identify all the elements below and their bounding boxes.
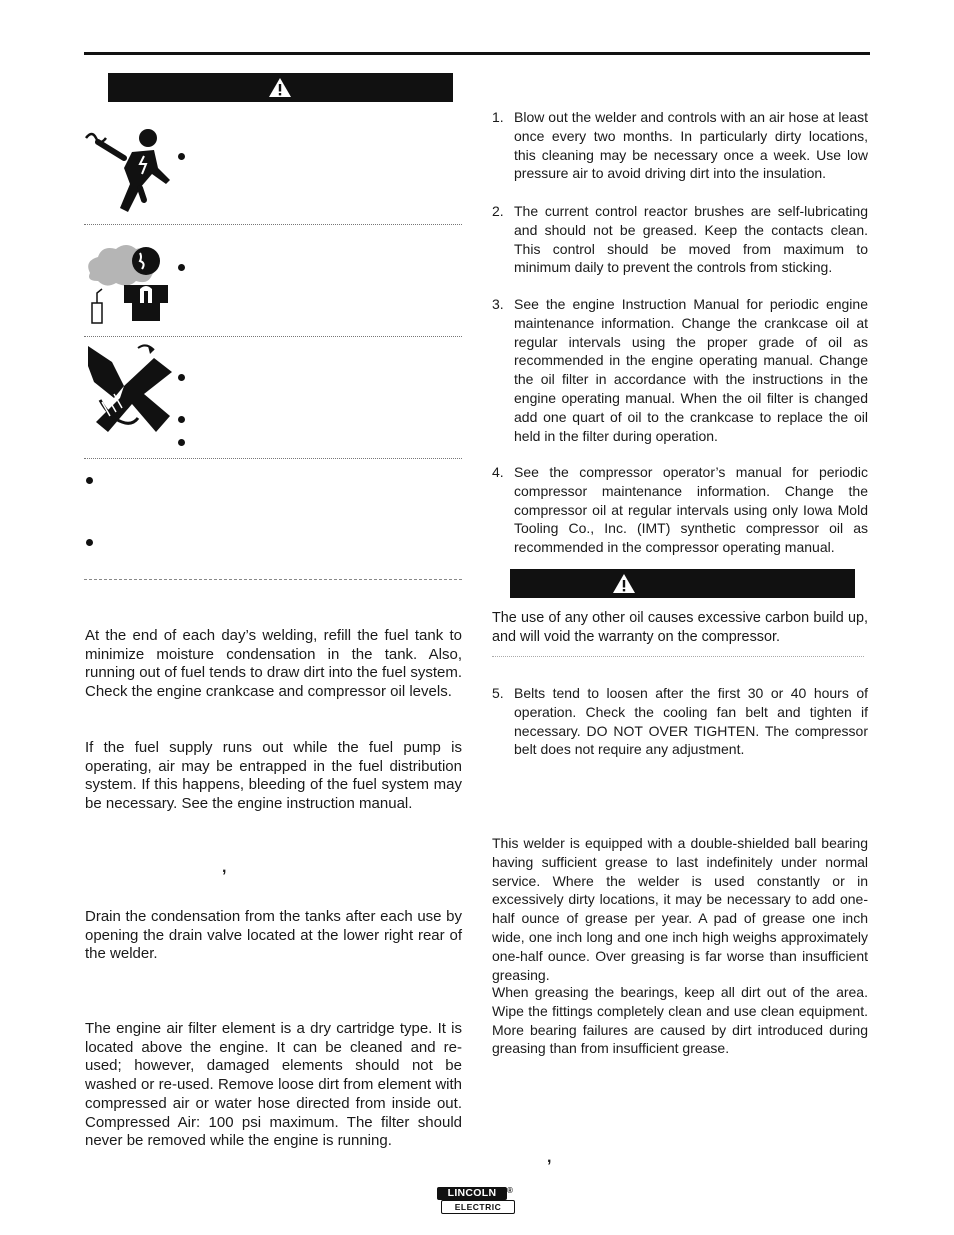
list-item [492, 295, 868, 445]
list-item [492, 108, 868, 183]
list-item-text: Blow out the welder and controls with an air hose at least once every two months. In particularly dirty locations, this cleaning may be necessary once a week. Use low pressure air to avoid driving dirt into the insulation. [514, 109, 868, 182]
warning-triangle-icon [268, 77, 292, 98]
logo-top: LINCOLN [437, 1187, 507, 1200]
bullet [178, 153, 185, 160]
bearing-paragraph: This welder is equipped with a double-shielded ball bearing having sufficient grease to last indefinitely under normal service. Where the welder is used constantly or in excessively dirty locations, it may be necessary to add one-half ounce of grease per year. A pad of grease one inch wide, one inch long and one inch high weighs approximately one-half ounce. Over greasing is far worse than insufficient greasing. [492, 835, 868, 983]
bearing-paragraph: When greasing the bearings, keep all dirt out of the area. Wipe the fittings completely clean and use clean equipment. More bearing failures are caused by dirt introduced during greasing than from insufficient grease. [492, 984, 868, 1057]
fuel-paragraph: At the end of each day’s welding, refill the fuel tank to minimize moisture condensation in the tank. Also, running out of fuel tends to draw dirt into the fuel system. Check the engine crankcase and compressor oil levels. [85, 627, 462, 701]
divider [492, 656, 864, 657]
electric-shock-icon [84, 128, 176, 214]
list-item-number: 1. [492, 109, 504, 125]
list-item-number: 2. [492, 203, 504, 219]
bullet [178, 374, 185, 381]
stray-comma: , [222, 859, 227, 876]
list-item [492, 202, 868, 277]
list-item-text: Belts tend to loosen after the first 30 or 40 hours of operation. Check the cooling fan belt and tighten if necessary. DO NOT OVER TIGHTEN. The compressor belt does not require any adjustment. [514, 685, 868, 758]
top-rule [84, 52, 870, 55]
drain-paragraph: Drain the condensation from the tanks after each use by opening the drain valve located at the lower right rear of the welder. [85, 908, 462, 963]
lincoln-electric-logo [437, 1187, 515, 1215]
divider [84, 336, 462, 337]
fuel-paragraph: If the fuel supply runs out while the fuel pump is operating, air may be entrapped in the fuel distribution system. If this happens, bleeding of the fuel system may be necessary. See the engine instruction manual. [85, 739, 462, 813]
bullet [86, 539, 93, 546]
list-item [492, 684, 868, 759]
caution-text: The use of any other oil causes excessive carbon build up, and will void the warranty on the compressor. [492, 610, 868, 645]
list-item-text: See the engine Instruction Manual for periodic engine maintenance information. Change the crankcase oil at regular intervals using the proper grade of oil as recommended in the engine operating manual. Change the oil filter in accordance with the instructions in the engine operating manual. When the oil filter is changed add one quart of oil to the crankcase to replace the oil held in the filter during operation. [514, 296, 868, 444]
warning-triangle-icon [612, 573, 636, 594]
list-item-number: 3. [492, 296, 504, 312]
logo-reg: ® [507, 1186, 513, 1195]
bullet [178, 439, 185, 446]
list-item-number: 5. [492, 685, 504, 701]
bullet [178, 416, 185, 423]
bullet [86, 477, 93, 484]
list-item-number: 4. [492, 464, 504, 480]
list-item-text: See the compressor operator’s manual for periodic compressor maintenance information. Change the compressor oil at regular intervals using only Iowa Mold Tooling Co., Inc. (IMT) synthetic compressor oil as recommended in the compressor operating manual. [514, 464, 868, 556]
caution-banner [510, 569, 855, 598]
list-item [492, 463, 868, 557]
bullet [178, 264, 185, 271]
warning-banner [108, 73, 453, 102]
list-item-text: The current control reactor brushes are self-lubricating and should not be greased. Keep the contacts clean. This control should be moved from maximum to minimum daily to prevent the controls from sticking. [514, 203, 868, 276]
divider [84, 579, 462, 580]
divider [84, 458, 462, 459]
moving-parts-icon [84, 342, 176, 438]
exhaust-fumes-icon [84, 243, 176, 327]
logo-bottom: ELECTRIC [441, 1200, 515, 1214]
stray-comma: , [547, 1149, 552, 1166]
air-filter-paragraph: The engine air filter element is a dry cartridge type. It is located above the engine. It can be cleaned and re-used; however, damaged elements should not be washed or re-used. Remove loose dirt from element with compressed air or water hose directed from inside out. Compressed Air: 100 psi maximum. The filter should never be removed while the engine is running. [85, 1020, 462, 1150]
divider [84, 224, 462, 225]
